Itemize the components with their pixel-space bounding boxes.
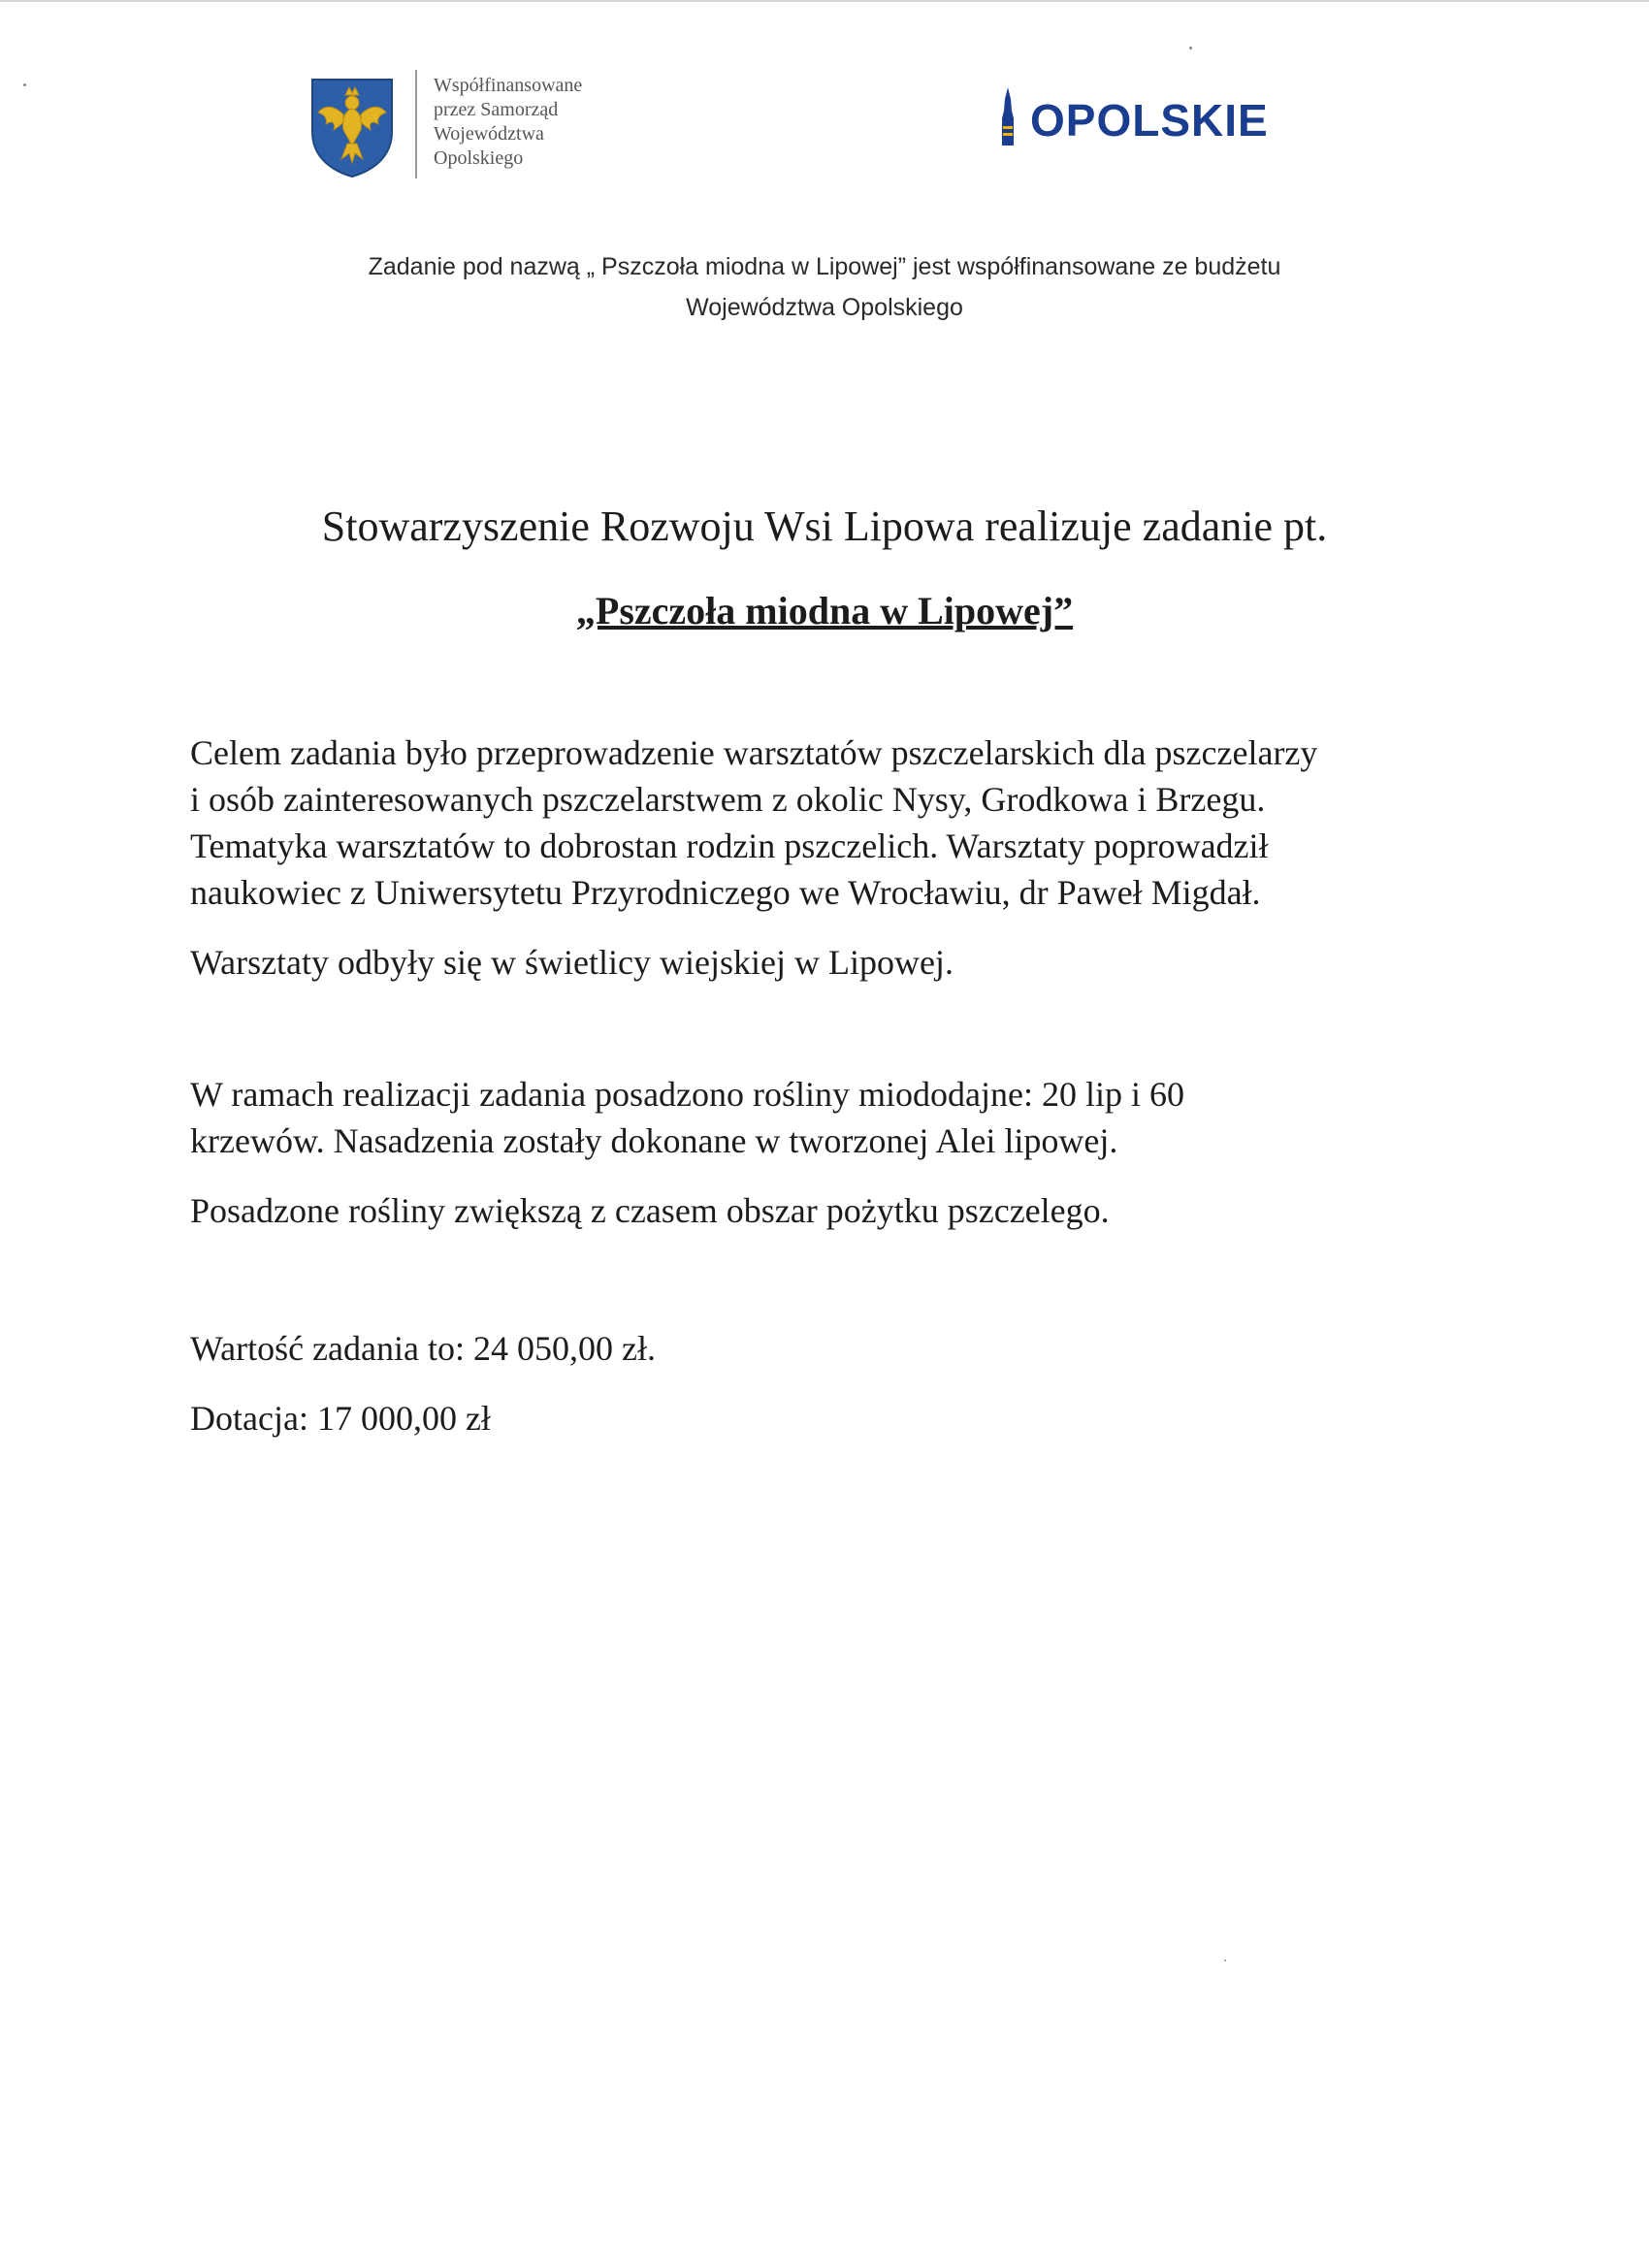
task-value [190,1325,1490,1372]
cofinance-line: Opolskiego [434,147,524,169]
text-line: i osób zainteresowanych pszczelarstwem z okolic Nysy, Grodkowa i Brzegu. [190,780,1266,819]
task-title: „Pszczoła miodna w Lipowej” [575,589,1074,632]
text-line: Tematyka warsztatów to dobrostan rodzin pszczelich. Warsztaty poprowadził [190,826,1269,865]
scan-speck [1224,1960,1226,1961]
paragraph-planting [190,1071,1490,1164]
scan-speck [23,83,26,86]
funding-line-1: Zadanie pod nazwą „ Pszczoła miodna w Lipowej” jest współfinansowane ze budżetu [368,253,1281,280]
tower-icon [997,87,1018,146]
brand-name: OPOLSKIE [1030,95,1269,146]
text-line: W ramach realizacji zadania posadzono rośliny miododajne: 20 lip i 60 [190,1075,1184,1114]
text-line: Celem zadania było przeprowadzenie warsztatów pszczelarskich dla pszczelarzy [190,733,1318,772]
cofinance-label [434,74,647,171]
grant-amount [190,1395,1490,1442]
text-line: Posadzone rośliny zwiększą z czasem obszar pożytku pszczelego. [190,1191,1110,1230]
text-line: Wartość zadania to: 24 050,00 zł. [190,1329,656,1368]
paragraph-location [190,939,1490,986]
text-line: naukowiec z Uniwersytetu Przyrodniczego we Wrocławiu, dr Paweł Migdał. [190,873,1261,912]
opolskie-eagle-crest-icon [308,76,396,178]
text-line: Warsztaty odbyły się w świetlicy wiejskiej w Lipowej. [190,943,954,982]
text-line: Dotacja: 17 000,00 zł [190,1399,491,1438]
cofinance-line: Współfinansowane [434,75,583,96]
paragraph-outcome [190,1187,1490,1234]
scan-speck [1189,47,1192,49]
cofinance-line: Województwa [434,123,544,145]
header-divider [415,70,417,178]
cofinance-line: przez Samorząd [434,99,559,120]
scan-top-edge [0,0,1649,2]
funding-note [194,246,1455,328]
text-line: krzewów. Nasadzenia zostały dokonane w tworzonej Alei lipowej. [190,1121,1118,1160]
funding-line-2: Województwa Opolskiego [686,294,963,321]
paragraph-goal [190,729,1490,916]
headline: Stowarzyszenie Rozwoju Wsi Lipowa realizuje zadanie pt. [321,502,1328,550]
